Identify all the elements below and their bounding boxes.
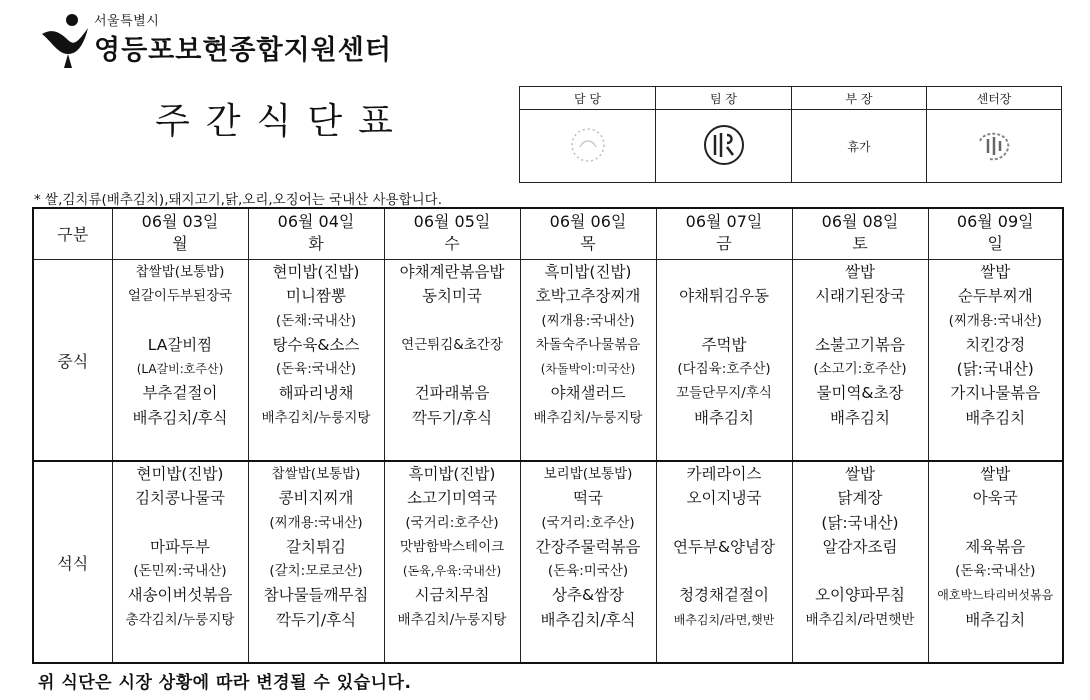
menu-cell [520,260,656,462]
meal-label-dinner: 석식 [33,461,112,663]
menu-item: (찌개용:국내산) [541,312,635,329]
approval-header-team-lead: 팀 장 [656,87,792,110]
menu-item: (돈채:국내산) [275,312,357,329]
menu-item [113,309,248,333]
menu-item: 미니짬뽕 [286,287,346,306]
menu-item: 알감자조림 [822,537,898,556]
menu-item: 얼갈이두부된장국 [127,288,233,305]
corner-label: 구분 [33,208,112,260]
approval-header-manager: 부 장 [792,87,927,110]
day-header [656,208,792,260]
menu-item: 호박고추장찌개 [535,287,641,306]
menu-item [793,559,928,583]
day-date: 06월 08일 [821,212,899,231]
approval-signature-staff [520,110,656,183]
menu-item: 보리밥(보통밥) [543,466,633,482]
menu-cell [928,461,1063,663]
approval-header-staff: 담 당 [520,87,656,110]
menu-item: (닭:국내산) [956,360,1034,379]
center-logo-icon [38,10,98,70]
menu-item: 배추김치 [965,408,1026,427]
menu-item: 쌀밥 [845,465,875,483]
menu-item: 배추김치/라면햇반 [805,611,915,628]
menu-item: 해파리냉채 [278,384,354,403]
menu-item: (국거리:호주산) [541,514,635,531]
day-date: 06월 04일 [277,212,355,231]
approval-signature-director [927,110,1062,183]
menu-item: 배추김치/후식 [132,408,228,427]
day-date: 06월 03일 [141,212,219,231]
menu-item: 소불고기볶음 [815,335,905,354]
menu-item: 차돌숙주나물볶음 [535,336,641,353]
menu-item: (국거리:호주산) [405,514,499,531]
menu-item: 배추김치/누룽지탕 [261,409,371,426]
menu-item: 부추겉절이 [142,384,218,403]
menu-item: 물미역&초장 [816,384,904,403]
menu-item: 치킨강정 [965,335,1026,354]
menu-item: 소고기미역국 [407,489,497,508]
menu-item: (찌개용:국내산) [948,312,1042,329]
menu-item: 현미밥(진밥) [136,465,224,483]
org-city: 서울특별시 [94,14,160,29]
day-header [792,208,928,260]
day-date: 06월 05일 [413,212,491,231]
day-of-week: 월 [172,234,188,253]
menu-item: 연두부&양념장 [673,537,775,556]
day-of-week: 수 [444,234,460,253]
menu-item: 쌀밥 [845,263,875,281]
menu-item: (돈육:국내산) [275,361,357,378]
menu-item: 야채계란볶음밥 [399,263,505,281]
menu-item: 건파래볶음 [414,384,490,403]
menu-item: 오이지냉국 [686,489,762,508]
menu-cell [248,260,384,462]
day-date: 06월 06일 [549,212,627,231]
menu-item: 흑미밥(진밥) [408,465,496,483]
menu-item: 배추김치/라면,햇반 [673,612,775,627]
menu-cell [248,461,384,663]
day-of-week: 금 [716,234,732,253]
menu-cell [520,461,656,663]
menu-item [113,511,248,535]
day-date: 06월 09일 [956,212,1034,231]
menu-item: 배추김치/누룽지탕 [533,409,643,426]
menu-item: 맛밤함박스테이크 [399,538,505,555]
menu-cell [384,260,520,462]
menu-item: 동치미국 [422,287,482,306]
menu-item: 배추김치 [965,610,1026,629]
menu-item: 총각김치/누룽지탕 [125,611,235,628]
menu-item: (다짐육:호주산) [677,361,771,378]
menu-item: 순두부찌개 [957,287,1033,306]
day-header [384,208,520,260]
menu-item [385,357,520,381]
day-header [520,208,656,260]
menu-item: 연근튀김&초간장 [401,336,503,353]
approval-value-manager: 휴가 [792,110,927,183]
page-title: 주간식단표 [155,101,409,142]
day-header [928,208,1063,260]
menu-item: 간장주물럭볶음 [535,537,641,556]
day-of-week: 일 [987,234,1003,253]
menu-cell [928,260,1063,462]
menu-item: 카레라이스 [686,465,762,483]
menu-item: (소고기:호주산) [813,361,907,378]
footer-notice: 위 식단은 시장 상황에 따라 변경될 수 있습니다. [38,673,412,693]
menu-item: 상추&쌈장 [552,586,624,605]
menu-item: (닭:국내산) [821,513,899,532]
menu-item: 제육볶음 [965,537,1026,556]
menu-item: 배추김치 [830,408,890,427]
menu-item [929,511,1063,535]
day-header [248,208,384,260]
seal-stamp-icon [700,121,748,169]
menu-item: LA갈비찜 [147,335,213,354]
seal-stamp-icon [970,121,1018,169]
menu-item: (갈치:모로코산) [269,563,363,580]
day-of-week: 목 [580,234,596,253]
menu-item: 갈치튀김 [286,537,346,556]
menu-item: 오이양파무침 [815,586,905,605]
menu-item: 마파두부 [150,537,210,556]
menu-item: (돈육:미국산) [547,563,629,580]
day-date: 06월 07일 [685,212,763,231]
menu-item: 콩비지찌개 [278,489,354,508]
menu-cell [792,260,928,462]
menu-item [657,260,792,284]
menu-item: 쌀밥 [980,465,1011,483]
menu-item: 청경채겉절이 [679,586,769,605]
menu-item: 아욱국 [972,489,1018,508]
menu-item: (차돌박이:미국산) [540,362,636,377]
menu-item: 찹쌀밥(보통밥) [135,264,225,280]
menu-item: (찌개용:국내산) [269,514,363,531]
menu-item: (LA갈비:호주산) [136,362,224,377]
signature-stamp-icon [566,123,610,167]
day-of-week: 토 [852,234,868,253]
menu-item: 쌀밥 [980,263,1011,281]
menu-item: 애호박느타리버섯볶음 [937,588,1054,603]
menu-item: 김치콩나물국 [135,489,225,508]
weekly-menu-table [32,207,1064,664]
menu-item [657,559,792,583]
menu-item: 주먹밥 [701,335,747,354]
menu-item: (돈육:국내산) [955,563,1036,580]
meal-label-lunch: 중식 [33,260,112,462]
approval-header-director: 센터장 [927,87,1062,110]
menu-item: 찹쌀밥(보통밥) [271,466,361,482]
org-name: 영등포보현종합지원센터 [94,35,392,66]
day-header [112,208,248,260]
menu-item [793,309,928,333]
menu-item: 떡국 [573,489,603,508]
menu-cell [656,461,792,663]
menu-item: 시금치무침 [414,586,490,605]
menu-item: 닭계장 [837,489,883,508]
menu-item: 현미밥(진밥) [272,263,360,281]
menu-item: 참나물들깨무침 [263,586,369,605]
menu-cell [384,461,520,663]
menu-cell [112,461,248,663]
menu-item [385,309,520,333]
menu-item: 새송이버섯볶음 [127,586,233,605]
menu-item: 깍두기/후식 [411,408,493,427]
menu-cell [792,461,928,663]
menu-item: 탕수육&소스 [272,335,360,354]
menu-item: 깍두기/후식 [275,610,357,629]
approval-signature-team-lead [656,110,792,183]
origin-notice: * 쌀,김치류(배추김치),돼지고기,닭,오리,오징어는 국내산 사용합니다. [34,192,443,208]
menu-item: (돈육,우육:국내산) [402,564,502,579]
menu-cell [656,260,792,462]
menu-item: 야채튀김우동 [679,287,769,306]
menu-item [657,511,792,535]
menu-item: 배추김치/누룽지탕 [397,611,507,628]
menu-item: 야채샐러드 [550,384,626,403]
menu-item: (돈민찌:국내산) [133,563,227,580]
menu-item: 흑미밥(진밥) [544,263,632,281]
day-of-week: 화 [308,234,324,253]
menu-item: 배추김치 [694,408,754,427]
menu-item: 배추김치/후식 [540,610,636,629]
menu-item [657,309,792,333]
menu-item: 시래기된장국 [815,287,905,306]
menu-cell [112,260,248,462]
menu-item: 꼬들단무지/후식 [676,385,772,402]
menu-item: 가지나물볶음 [950,384,1041,403]
approval-table [519,86,1062,183]
